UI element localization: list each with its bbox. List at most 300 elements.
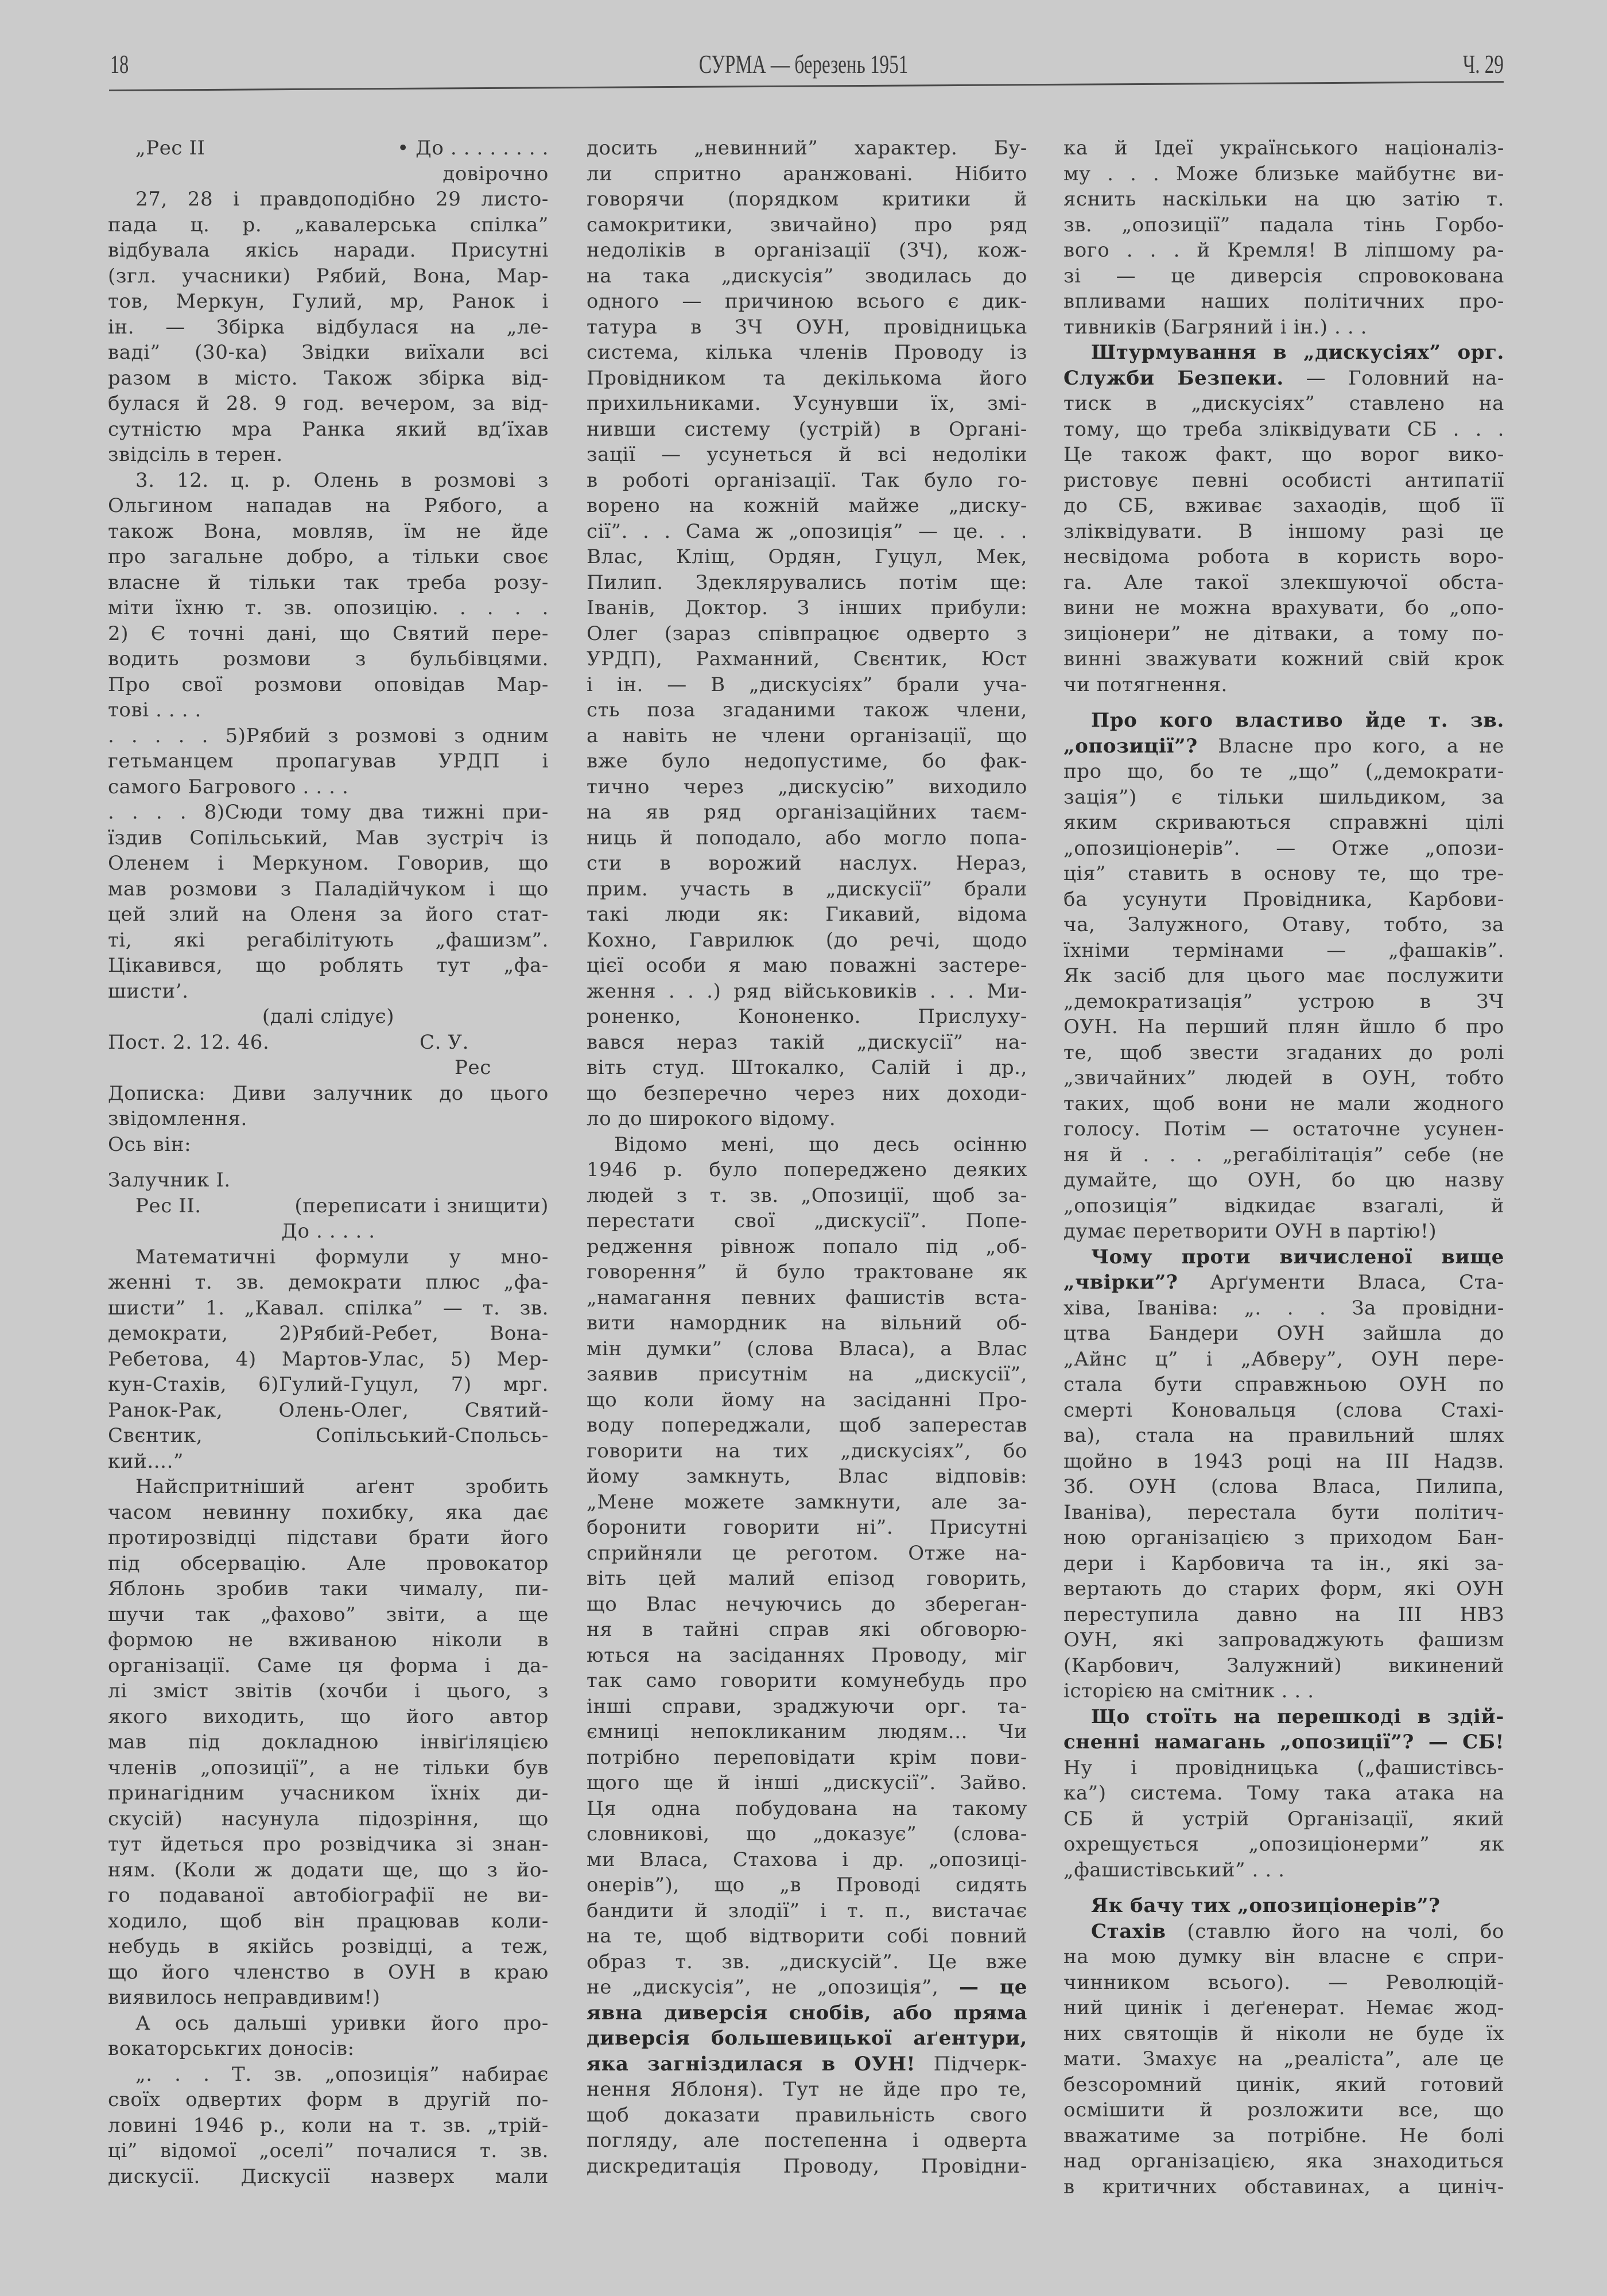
text-line: 3. 12. ц. р. Олень в розмові з	[135, 468, 549, 492]
text-line: мав під докладною інвіґіляцією	[108, 1731, 549, 1754]
text-line: ристовує певні особисті антипатії	[1063, 468, 1504, 492]
text-line	[587, 2026, 1027, 2051]
text-line	[587, 2000, 1027, 2026]
bold-text: Що стоїть на перешкоді в здій-	[1091, 1705, 1504, 1728]
paragraph	[108, 1219, 549, 1244]
text-line: смерті Коновальця (слова Стахі-	[1063, 1398, 1504, 1422]
text-line: „звичайних” людей в ОУН, тобто	[1063, 1066, 1504, 1089]
text-line: власне й тільки так треба розу-	[108, 571, 549, 594]
text-line: ОУН, які запроваджують фашизм	[1063, 1628, 1504, 1651]
text-segment: — Головний на-	[1283, 366, 1504, 390]
text-line: ня й . . . „регабілітація” себе (не	[1063, 1143, 1504, 1166]
paragraph	[108, 800, 549, 1004]
text-line: зі — це диверсія спровокована	[1063, 264, 1504, 288]
text-line: СБ й устрій Організації, який	[1063, 1807, 1504, 1830]
text-line: га. Але такої злекшуючої обста-	[1063, 571, 1504, 594]
bold-text: „чвірки”?	[1063, 1271, 1178, 1294]
text-line: мати. Змахує на „реаліста”, але це	[1063, 2047, 1504, 2070]
text-line: безсоромний цинік, який готовий	[1063, 2073, 1504, 2096]
text-line: звідомлення.	[108, 1107, 247, 1130]
text-line: чи потягнення.	[1063, 673, 1228, 696]
text-line: ті, які регабілітують „фашизм”.	[108, 928, 549, 952]
text-line: мав розмови з Паладійчуком і що	[108, 877, 549, 901]
text-line: мін думки” (слова Власа), а Влас	[587, 1337, 1027, 1360]
paragraph	[108, 1004, 549, 1030]
text-line: роненко, Кононенко. Прислуху-	[587, 1005, 1027, 1028]
text-line: вокаторськгих доносів:	[108, 2037, 355, 2060]
paragraph	[108, 161, 549, 187]
text-line: ка”) система. Тому така атака на	[1063, 1782, 1504, 1805]
text-line: над організацією, яка знаходиться	[1063, 2150, 1504, 2173]
text-line: ін. — Збірка відбулася на „ле-	[108, 315, 549, 339]
text-line: віть студ. Штокалко, Салій і др.,	[587, 1056, 1027, 1079]
text-line	[1063, 734, 1504, 759]
text-line: довірочно	[442, 162, 549, 185]
signature-line	[108, 1030, 549, 1056]
text-line: дискредитація Проводу, Провідни-	[587, 2154, 1027, 2178]
text-line: Іванів, Доктор. З інших прибули:	[587, 596, 1027, 619]
text-line: лі зміст звітів (хочби і цього, з	[108, 1680, 549, 1702]
text-line: шисти’.	[108, 979, 189, 1003]
text-line: відбувала якісь наради. Присутні	[108, 239, 549, 262]
text-line: Влас, Кліщ, Ордян, Гуцул, Мек,	[587, 545, 1027, 568]
text-line: шисти” 1. „Кавал. спілка” — т. зв.	[108, 1296, 549, 1320]
text-line: самокритики, звичайно) про ряд	[587, 213, 1027, 236]
text-line: яснить наскільки на цю затію т.	[1063, 188, 1504, 211]
text-line: 27, 28 і правдоподібно 29 листо-	[135, 188, 549, 211]
text-line: Ранок-Рак, Олень-Олег, Святий-	[108, 1398, 549, 1422]
text-line: . . . . 8)Сюди тому два тижні при-	[108, 801, 549, 824]
text-segment: Власне про кого, а не	[1197, 734, 1504, 758]
text-line: ня в тайні справ які обговорю-	[587, 1618, 1027, 1641]
text-line: впливами нaших політичних про-	[1063, 290, 1504, 313]
bold-text: диверсія большевицької аґентури,	[587, 2027, 1027, 2050]
bold-text: Штурмування в „дискусіях” орг.	[1091, 341, 1504, 364]
text-line: Про свої розмови оповідав Мар-	[108, 673, 549, 696]
paragraph	[108, 1168, 549, 1193]
text-line: також Вона, мовляв, їм не йде	[108, 519, 549, 543]
text-column-3	[1063, 135, 1504, 2200]
text-line: демократи, 2)Рябий-Ребет, Вона-	[108, 1322, 549, 1345]
text-line: принагідним учасником їхніх ди-	[108, 1782, 549, 1805]
text-line: ною організацією з приходом Бан-	[1063, 1526, 1504, 1549]
text-line	[1063, 1893, 1504, 1919]
text-line: „демократизація” устрою в ЗЧ	[1063, 990, 1504, 1013]
text-line: . . . . . 5)Рябий з розмові з одним	[108, 724, 549, 747]
text-line	[108, 135, 549, 161]
text-line: охрещується „опозиціонерми” як	[1063, 1833, 1504, 1856]
text-line: Ребетова, 4) Мартов-Улас, 5) Мер-	[108, 1347, 549, 1371]
running-header	[0, 47, 1607, 82]
paragraph	[108, 1244, 549, 1475]
text-segment: Арґументи Власа, Ста-	[1178, 1271, 1504, 1294]
text-line: виявилось неправдивим!)	[108, 1986, 381, 2009]
text-line: думайте, що ОУН, бо цю назву	[1063, 1169, 1504, 1192]
text-line: „опозиція” відкидає взагалі, й	[1063, 1194, 1504, 1217]
text-line: щоб доказати правильність свого	[587, 2103, 1027, 2127]
text-line: ва), стала на правильний шлях	[1063, 1424, 1504, 1447]
text-line: під обсервацію. Але провокатор	[108, 1552, 549, 1575]
bold-text: сненні намагань „опозиції”? — СБ!	[1063, 1731, 1504, 1754]
text-line: історією на смітник . . .	[1063, 1680, 1314, 1702]
text-line: таких, щоб вони не мали жодного	[1063, 1092, 1504, 1115]
text-line: вважатиме за потрібне. Не болі	[1063, 2124, 1504, 2147]
text-line: 1946 р. було попереджено деяких	[587, 1158, 1027, 1181]
text-line: Відомо мені, що десь осінню	[614, 1133, 1027, 1156]
text-line: те, щоб звести згаданих до ролі	[1063, 1041, 1504, 1064]
text-line: ча, Залужного, Отаву, тобто, за	[1063, 913, 1504, 936]
text-line: чинником всього). — Революцій-	[1063, 1971, 1504, 1994]
paragraph	[1063, 135, 1504, 340]
text-line: тут йдеться про розвідчика зі знан-	[108, 1833, 549, 1856]
paragraph	[1063, 1244, 1504, 1704]
text-line: досить „невинний” характер. Бу-	[587, 137, 1027, 160]
text-line: формою не вживаною ніколи в	[108, 1628, 549, 1651]
paragraph	[587, 1132, 1027, 2179]
header-rule	[109, 81, 1504, 91]
text-line: Ольгином нападав на Рябого, а	[108, 494, 549, 517]
text-line: Пилип. Здеклярувались потім ще:	[587, 571, 1027, 594]
text-line: Зб. ОУН (слова Власа, Пилипа,	[1063, 1475, 1504, 1498]
text-line: шучи так „фахово” звіти, а ще	[108, 1603, 549, 1626]
line-right-text: • До . . . . . . . .	[397, 137, 549, 160]
text-line: говорячи (порядком критики й	[587, 188, 1027, 211]
text-line: зація”) є тільки шильдиком, за	[1063, 785, 1504, 809]
signature-initials: С. У.	[420, 1030, 469, 1054]
text-line: і ін. — В „дискусіях” брали уча-	[587, 673, 1027, 696]
text-line: осмішити й розложити все, що	[1063, 2099, 1504, 2122]
text-line: про загальне добро, а тільки своє	[108, 545, 549, 568]
paragraph	[108, 1474, 549, 2011]
bold-text: Служби Безпеки.	[1063, 366, 1284, 390]
text-line: тивників (Багряний і ін.) . . .	[1063, 315, 1368, 339]
text-line: дискусії. Дискусії назверх мали	[108, 2165, 549, 2188]
text-line: боронити говорити ні”. Присутні	[587, 1516, 1027, 1539]
bold-text: Стахів	[1091, 1919, 1166, 1943]
text-line: нення Яблоня). Тут не йде про те,	[587, 2078, 1027, 2101]
text-line: водить розмови з бульбівцями.	[108, 647, 549, 670]
bold-text: Чому проти вичисленої вище	[1091, 1245, 1504, 1269]
text-line: Провідником та декількома його	[587, 366, 1027, 390]
text-line: кий....”	[108, 1449, 184, 1473]
text-line: в критичних обставинах, а циніч-	[1063, 2175, 1504, 2198]
paragraph	[108, 2011, 549, 2062]
text-line: щойно в 1943 році на III Надзв.	[1063, 1449, 1504, 1473]
text-line	[1063, 1919, 1504, 1945]
paragraph	[1063, 1919, 1504, 2200]
text-line: тиск в „дискусіях” ставлено на	[1063, 392, 1504, 415]
text-line: тому, що треба зліквідувати СБ . . .	[1063, 417, 1504, 441]
text-line: ми Власа, Стахова і др. „опозиці-	[587, 1848, 1027, 1871]
text-line: зв. „опозиції” падала тінь Горбо-	[1063, 213, 1504, 236]
text-line: ли спритно аранжовані. Нібито	[587, 162, 1027, 185]
text-line: вити намордник на вільний об-	[587, 1312, 1027, 1335]
paragraph	[1063, 1893, 1504, 1919]
text-line: редження рівнож попало під „об-	[587, 1235, 1027, 1258]
text-line: ОУН. На перший плян йшло б про	[1063, 1015, 1504, 1038]
text-line: ловині 1946 р., коли на т. зв. „трій-	[108, 2113, 549, 2137]
text-line	[108, 1193, 549, 1219]
text-line: вертають до старих форм, які ОУН	[1063, 1577, 1504, 1600]
text-line	[1063, 1270, 1504, 1296]
text-line: їхніми термінами — „фашаків”.	[1063, 938, 1504, 962]
text-line: воду попереджали, щоб заперестав	[587, 1414, 1027, 1437]
text-line: ба усунути Провідника, Карбови-	[1063, 887, 1504, 911]
text-line: Свєнтик, Сопільський-Спольсь-	[108, 1424, 549, 1447]
text-line: ниць й поподало, або могло попа-	[587, 826, 1027, 850]
paragraph	[108, 723, 549, 800]
text-segment: не „дискусія”, не „опозиція”,	[587, 1976, 959, 1999]
text-line: гетьманцем пропагував УРДП і	[108, 750, 549, 773]
text-line: віть цей малий епізод говорить,	[587, 1567, 1027, 1590]
text-line: вини не можна врахувати, бо „опо-	[1063, 596, 1504, 619]
text-line: ці” відомої „оселі” почалися т. зв.	[108, 2139, 549, 2162]
text-line: що його членство в ОУН в краю	[108, 1960, 549, 1984]
text-line: булася й 28. 9 год. вечером, за від-	[108, 392, 549, 415]
text-line: прихильниками. Усунувши їх, змі-	[587, 392, 1027, 415]
text-line: міти їхню т. зв. опозицію. . . . .	[108, 596, 549, 619]
text-line: думає перетворити ОУН в партію!)	[1063, 1220, 1437, 1243]
text-line: дери і Карбовича та ін., які за-	[1063, 1552, 1504, 1575]
posted-date: Пост. 2. 12. 46.	[108, 1030, 270, 1054]
text-line: людей з т. зв. „Опозиції, щоб за-	[587, 1184, 1027, 1207]
text-line: ємниці непокликаним людям... Чи	[587, 1720, 1027, 1743]
text-line: бандити й злодії” і т. п., вистачає	[587, 1899, 1027, 1922]
text-line: пада ц. р. „кавалерська спілка”	[108, 213, 549, 236]
paragraph	[1063, 1704, 1504, 1883]
text-line: йому замкнуть, Влас відповів:	[587, 1465, 1027, 1488]
text-line	[1063, 1729, 1504, 1755]
paragraph	[587, 135, 1027, 1132]
text-line: (згл. учасники) Рябий, Вона, Мар-	[108, 264, 549, 288]
text-line: потрібно переповідати крім пови-	[587, 1746, 1027, 1769]
text-line: голосу. Потім — остаточне усунен-	[1063, 1118, 1504, 1141]
publication-title: СУРМА — березень 1951	[698, 49, 909, 79]
bold-text: яка загніздилася в ОУН!	[587, 2052, 916, 2076]
text-line: го подаваної автобіографії не ви-	[108, 1884, 549, 1907]
text-line	[1063, 708, 1504, 734]
text-line: небудь в якійсь розвідці, а теж,	[108, 1935, 549, 1958]
line-left-text: Рес II.	[135, 1194, 201, 1217]
text-line: тов, Меркун, Гулий, мр, Ранок і	[108, 290, 549, 313]
text-line: що коли йому на засіданні Про-	[587, 1388, 1027, 1411]
text-line: звідсіль в терен.	[108, 443, 283, 466]
text-line: на яв ряд організаційних таєм-	[587, 801, 1027, 824]
text-line: ка й Ідеї українського націоналіз-	[1063, 137, 1504, 160]
text-line: ваді” (30-ка) Звідки виїхали всі	[108, 341, 549, 364]
paragraph	[108, 1081, 549, 1158]
text-line: що безперечно через них доходи-	[587, 1081, 1027, 1105]
bold-text: Про кого властиво йде т. зв.	[1091, 709, 1504, 732]
line-left-text: „Рес II	[135, 137, 205, 160]
text-line: Дописка: Диви залучник до цього	[108, 1081, 549, 1105]
text-line: Найспритніший аґент зробить	[135, 1475, 549, 1498]
text-line: часом невинну похибку, яка дає	[108, 1500, 549, 1524]
text-line: „Айнс ц” і „Абверу”, ОУН пере-	[1063, 1347, 1504, 1371]
text-line: татура в ЗЧ ОУН, провідницька	[587, 315, 1027, 339]
text-line: разом в місто. Також збірка від-	[108, 366, 549, 390]
text-line: до СБ, вживає захаодів, щоб її	[1063, 494, 1504, 517]
paragraph	[1063, 708, 1504, 1244]
text-line: про що, бо те „що” („демократи-	[1063, 760, 1504, 783]
text-line: Це також факт, що ворог вико-	[1063, 443, 1504, 466]
text-line: „фашистівський” . . .	[1063, 1858, 1285, 1882]
text-line: УРДП), Рахманний, Свєнтик, Юст	[587, 647, 1027, 670]
text-line: говорити на тих „дискусіях”, бо	[587, 1439, 1027, 1463]
text-line: Яблонь зробив таки чималу, пи-	[108, 1577, 549, 1600]
text-line: заявив присутнім на „дискусії”,	[587, 1363, 1027, 1386]
text-line: винні зважувати кожний свій крок	[1063, 647, 1504, 670]
text-line: Ну і провідницька („фашистівсь-	[1063, 1756, 1504, 1779]
text-line: ження . . .) ряд військовиків . . . Ми-	[587, 979, 1027, 1003]
text-line: Іваніва), перестала бути політич-	[1063, 1500, 1504, 1524]
text-line: словникові, що „доказує” (слова-	[587, 1822, 1027, 1845]
text-line: сти в ворожий наслух. Нераз,	[587, 852, 1027, 875]
text-line: сії”. . . Сама ж „опозиція” — це. . .	[587, 519, 1027, 543]
paragraph	[1063, 340, 1504, 697]
text-line: яким скриваються справжні цілі	[1063, 811, 1504, 834]
text-line: (далі слідує)	[262, 1005, 395, 1028]
paragraph	[108, 2062, 549, 2190]
text-segment: Підчерк-	[915, 2052, 1027, 2076]
text-line: вався нераз такій „дискусії” на-	[587, 1030, 1027, 1054]
text-line	[1063, 1704, 1504, 1730]
text-line: якого виходить, що його автор	[108, 1705, 549, 1728]
text-line: перестати свої „дискусії”. Попе-	[587, 1209, 1027, 1232]
text-line: цієї особи я маю поважні застере-	[587, 954, 1027, 977]
text-line: женні т. зв. демократи плюс „фа-	[108, 1271, 549, 1294]
text-line: А ось дальші уривки його про-	[135, 2011, 549, 2035]
text-line: вого . . . й Кремля! В ліпшому ра-	[1063, 239, 1504, 262]
text-line: ло до широкого відому.	[587, 1107, 836, 1130]
paragraph	[108, 1030, 549, 1056]
text-line: а навіть не члени організації, що	[587, 724, 1027, 747]
text-line: одного — причиною всього є дик-	[587, 290, 1027, 313]
text-line: на те, щоб відтворити собі повний	[587, 1925, 1027, 1948]
text-line: щого ще й інші „дискусії”. Зайво.	[587, 1771, 1027, 1794]
text-line	[587, 1975, 1027, 2000]
signature-name: Рес	[455, 1056, 491, 1079]
text-line: говорення” й було трактоване як	[587, 1261, 1027, 1283]
text-line	[1063, 366, 1504, 391]
text-line: своїх одвертих форм в другій по-	[108, 2088, 549, 2111]
text-line: ням. (Коли ж додати ще, що з йо-	[108, 1858, 549, 1882]
text-line: прим. участь в „дискусії” брали	[587, 877, 1027, 901]
text-line: Цікавився, що роблять тут „фа-	[108, 954, 549, 977]
text-line: в роботі організації. Так було го-	[587, 468, 1027, 492]
text-line: Залучник I.	[108, 1169, 231, 1192]
bold-text: — це	[958, 1976, 1027, 1999]
text-line: ються на засіданнях Проводу, міг	[587, 1643, 1027, 1667]
text-line: ція” ставить в основу те, що тре-	[1063, 862, 1504, 885]
text-line: їздив Сопільський, Мав зустріч із	[108, 826, 549, 850]
text-line: тові . . . .	[108, 699, 201, 722]
text-line: „намагання певних фашистів вста-	[587, 1286, 1027, 1309]
text-line: ворено на кожній майже „диску-	[587, 494, 1027, 517]
text-line: ходило, щоб він працював коли-	[108, 1909, 549, 1933]
text-line: погляду, але постепенна і одверта	[587, 2129, 1027, 2152]
text-line: зації — усунеться й всі недоліки	[587, 443, 1027, 466]
text-line: недоліків в організації (ЗЧ), кож-	[587, 239, 1027, 262]
text-line: на мою думку він власне є спри-	[1063, 1945, 1504, 1968]
text-line: цей злий на Оленя за його стат-	[108, 903, 549, 926]
text-line: „Мене можете замкнути, але за-	[587, 1490, 1027, 1514]
text-line: кун-Стахів, 6)Гулий-Гуцул, 7) мрг.	[108, 1373, 549, 1396]
issue-number: Ч. 29	[1462, 49, 1504, 79]
text-line: 2) Є точні дані, що Святий пере-	[108, 622, 549, 645]
bold-text: „опозиції”?	[1063, 734, 1198, 758]
text-line: скусій) насунула підозріння, що	[108, 1807, 549, 1830]
text-line: членів „опозиції”, а не тільки був	[108, 1756, 549, 1779]
text-line: ний цинік і деґенерат. Немає жод-	[1063, 1996, 1504, 2019]
text-line: організації. Саме ця форма і да-	[108, 1654, 549, 1677]
text-line	[1063, 340, 1504, 366]
text-line: Ось він:	[108, 1133, 192, 1156]
text-line: хіва, Іваніва: „. . . За провідни-	[1063, 1296, 1504, 1320]
text-segment: (ставлю його на чолі, бо	[1166, 1919, 1504, 1943]
text-line: му . . . Може близьке майбутнє ви-	[1063, 162, 1504, 185]
text-line: образ т. зв. „дискусій”. Це вже	[587, 1950, 1027, 1973]
paragraph	[108, 135, 549, 161]
text-line: Ця одна побудована на такому	[587, 1797, 1027, 1820]
text-line	[1063, 1244, 1504, 1270]
text-line: нивши систему (устрій) в Органі-	[587, 417, 1027, 441]
text-line: інші справи, зраджуючи орг. та-	[587, 1694, 1027, 1718]
text-line: на така „дискусія” зводилась до	[587, 264, 1027, 288]
text-line: „. . . Т. зв. „опозиція” набирає	[135, 2062, 549, 2086]
text-line	[587, 2051, 1027, 2077]
text-line: них святощів й ніколи не буде їх	[1063, 2022, 1504, 2045]
bold-text: Як бачу тих „опозиціонерів”?	[1091, 1894, 1441, 1917]
text-line: сутністю мра Ранка який вд’їхав	[108, 417, 549, 441]
text-line: так само говорити комунебудь про	[587, 1669, 1027, 1692]
paragraph	[108, 468, 549, 723]
text-line: Оленем і Меркуном. Говорив, що	[108, 852, 549, 875]
line-right-text: (переписати і знищити)	[294, 1194, 549, 1217]
text-line: „опозиціонерів”. — Отже „опози-	[1063, 836, 1504, 860]
bold-text: явна диверсія снобів, або пряма	[587, 2001, 1027, 2024]
text-line: такі люди як: Гикавий, відома	[587, 903, 1027, 926]
paragraph	[108, 1055, 549, 1081]
text-line: онерів”), що „в Проводі сидять	[587, 1874, 1027, 1896]
text-line: несвідома робота в користь воро-	[1063, 545, 1504, 568]
paragraph	[108, 187, 549, 468]
text-line: цтва Бандери ОУН зайшла до	[1063, 1322, 1504, 1345]
text-line: вже було недопустиме, бо фак-	[587, 750, 1027, 773]
text-column-2	[587, 135, 1027, 2179]
text-line: До . . . . .	[281, 1220, 375, 1243]
text-line: стала бути справжньою ОУН по	[1063, 1373, 1504, 1396]
text-line: сть поза згаданими також члени,	[587, 699, 1027, 722]
text-line: Олег (зараз співпрацює одверто з	[587, 622, 1027, 645]
text-line: що Влас нечуючись до збереган-	[587, 1592, 1027, 1616]
text-line: тично через „дискусію” виходило	[587, 775, 1027, 798]
text-line: протирозвідці підстави брати його	[108, 1526, 549, 1549]
text-line: переступила давно на III НВЗ	[1063, 1603, 1504, 1626]
text-line: (Карбович, Залужний) викинений	[1063, 1654, 1504, 1677]
text-line: Як засіб для цього має послужити	[1063, 964, 1504, 987]
text-line: зиціонери” не дітваки, а тому по-	[1063, 622, 1504, 645]
text-column-1	[108, 135, 549, 2189]
text-line: сприйняли це реготом. Отже на-	[587, 1541, 1027, 1565]
text-line: Кохно, Гаврилюк (до речі, щодо	[587, 928, 1027, 952]
page-number: 18	[110, 49, 129, 79]
text-line: самого Багрового . . . .	[108, 775, 349, 798]
text-line: Математичні формули у мно-	[135, 1245, 549, 1269]
text-line: система, кілька членів Проводу із	[587, 341, 1027, 364]
text-line: зліквідувати. В іншому разі це	[1063, 519, 1504, 543]
paragraph	[108, 1193, 549, 1219]
